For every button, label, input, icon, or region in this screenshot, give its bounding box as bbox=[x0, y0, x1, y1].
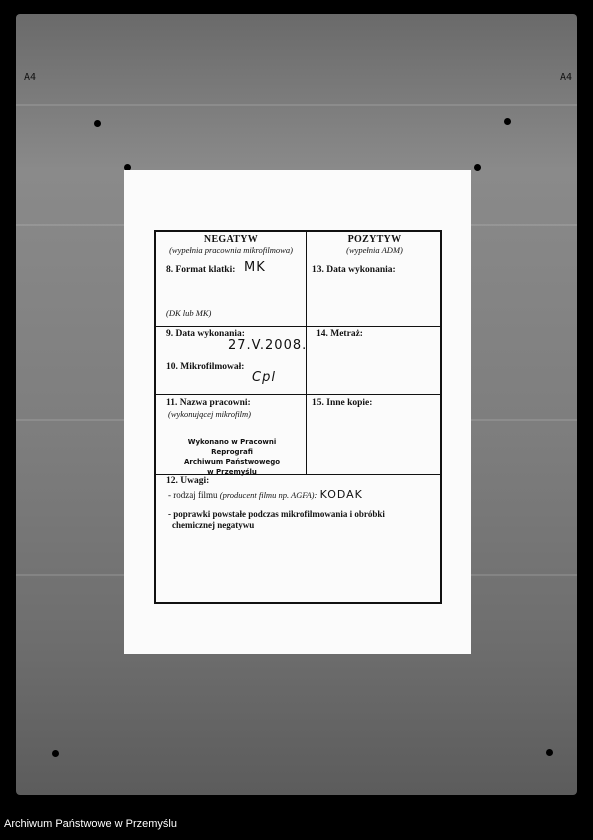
pin-dot bbox=[474, 164, 481, 171]
nazwa-pracowni-hint: (wykonującej mikrofilm) bbox=[168, 409, 252, 419]
archive-caption: Archiwum Państwowe w Przemyślu bbox=[4, 818, 177, 830]
uwagi-corrections: - poprawki powstałe podczas mikrofilmowania i obróbki bbox=[168, 509, 385, 519]
data-wykonania-value: 27.V.2008. bbox=[228, 338, 308, 353]
negatyw-header bbox=[156, 234, 306, 255]
pin-dot bbox=[504, 118, 511, 125]
stamp-line-2: Archiwum Państwowego bbox=[183, 458, 281, 466]
pin-dot bbox=[52, 750, 59, 757]
nazwa-pracowni-label: 11. Nazwa pracowni: bbox=[166, 398, 251, 408]
pozytyw-title: POZYTYW bbox=[347, 234, 402, 245]
uwagi-film-hint: (producent filmu np. AGFA): bbox=[219, 490, 318, 500]
uwagi-film-prefix: - rodzaj filmu bbox=[168, 490, 218, 500]
negatyw-title: NEGATYW bbox=[203, 234, 259, 245]
stamp-line-1: Wykonano w Pracowni Reprografi bbox=[187, 438, 277, 456]
pin-dot bbox=[94, 120, 101, 127]
microfilm-form bbox=[154, 230, 442, 604]
stamp-line-3: w Przemyślu bbox=[207, 468, 257, 476]
pin-dot bbox=[546, 749, 553, 756]
data-wykonania-pozytyw-label: 13. Data wykonania: bbox=[312, 265, 396, 275]
uwagi-label: 12. Uwagi: bbox=[166, 476, 210, 486]
uwagi-film-type bbox=[168, 488, 438, 501]
format-value: MK bbox=[244, 260, 266, 275]
form-sheet bbox=[124, 170, 471, 654]
board-mark-top-left: A4 bbox=[24, 72, 37, 83]
workshop-stamp bbox=[170, 437, 294, 477]
mikrofilmowal-label: 10. Mikrofilmował: bbox=[166, 362, 245, 372]
negatyw-subtitle: (wypełnia pracownia mikrofilmowa) bbox=[169, 245, 293, 255]
format-hint: (DK lub MK) bbox=[166, 308, 212, 318]
format-label: 8. Format klatki: bbox=[166, 265, 236, 275]
mikrofilmowal-signature: Cpl bbox=[252, 370, 276, 385]
data-wykonania-label: 9. Data wykonania: bbox=[166, 329, 245, 339]
pozytyw-header bbox=[307, 234, 442, 255]
board-mark-top-right: A4 bbox=[560, 72, 573, 83]
inne-kopie-label: 15. Inne kopie: bbox=[312, 398, 373, 408]
uwagi-film-value: KODAK bbox=[319, 488, 363, 501]
metraz-label: 14. Metraż: bbox=[316, 329, 363, 339]
pozytyw-subtitle: (wypełnia ADM) bbox=[346, 245, 403, 255]
uwagi-corrections-continued: chemicznej negatywu bbox=[172, 520, 255, 530]
